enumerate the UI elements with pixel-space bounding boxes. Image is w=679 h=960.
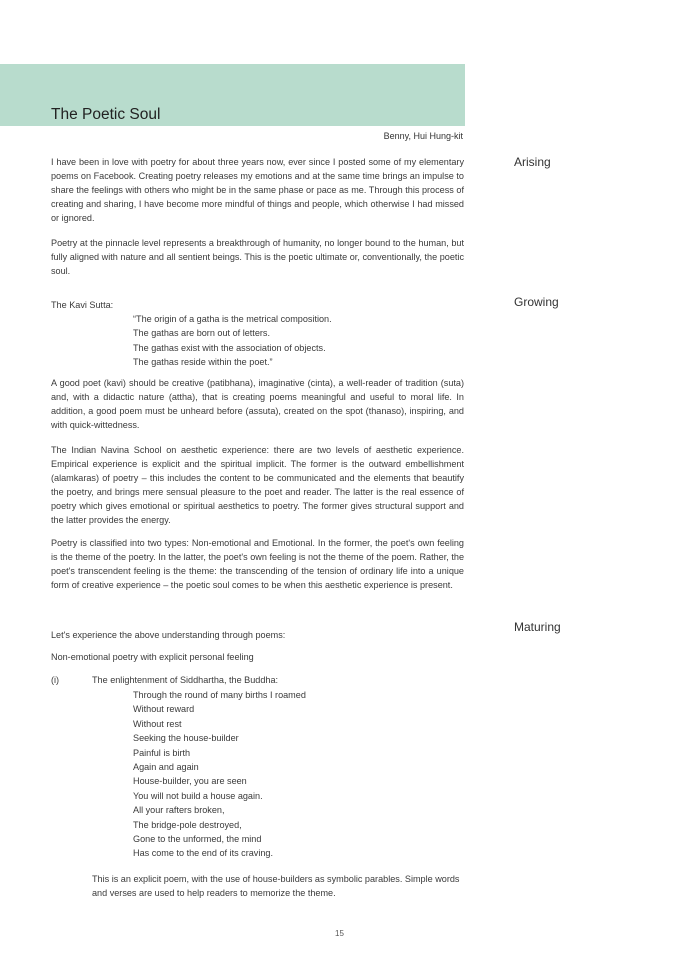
verse-line: The gathas reside within the poet.” [133, 357, 273, 368]
list-item-marker: (i) [51, 675, 60, 685]
page-number: 15 [335, 929, 344, 938]
paragraph-pinnacle: Poetry at the pinnacle level represents a breakthrough of humanity, no longer bound to the human, but fully aligned with nature and all sentient beings. This is the poetic ultimate or, conventionally, the poetic soul. [51, 238, 464, 277]
verse-line: You will not build a house again. [133, 790, 263, 801]
paragraph-lets-experience: Let's experience the above understanding through poems: [51, 630, 286, 640]
paragraph-classification: Poetry is classified into two types: Non-emotional and Emotional. In the former, the poet's own feeling is the theme of the poetry. In the latter, the poet's own feeling is not the theme of the poem. Rather, the poet's transcendent feeling is the theme: the transcending of the tension of ordinary life into a unique form of creative experience – the poetic soul comes to be when this aesthetic experience is present. [51, 538, 464, 591]
verse-line: Through the round of many births I roamed [133, 690, 306, 700]
verse-line: The gathas exist with the association of objects. [133, 342, 326, 353]
page-title: The Poetic Soul [51, 106, 161, 123]
paragraph-closing: This is an explicit poem, with the use of house-builders as symbolic parables. Simple words and verses are used to help readers to memorize the theme. [92, 874, 460, 899]
verse-line: Painful is birth [133, 747, 191, 758]
list-item-heading: The enlightenment of Siddhartha, the Buddha: [92, 675, 279, 685]
verse-line: Again and again [133, 762, 199, 773]
paragraph-non-emotional: Non-emotional poetry with explicit personal feeling [51, 652, 254, 662]
side-label-maturing: Maturing [514, 620, 561, 634]
author-byline: Benny, Hui Hung-kit [383, 131, 463, 141]
buddha-verse [133, 688, 306, 861]
verse-line: All your rafters broken, [133, 805, 225, 816]
verse-line: House-builder, you are seen [133, 776, 247, 787]
paragraph-good-poet: A good poet (kavi) should be creative (patibhana), imaginative (cinta), a well-reader of tradition (suta) and, with a didactic nature (attha), that is creating poems meaningful and useful to moral life. In addition, a good poem must be unheard before (assuta), created on the spot (thanaso), inspiring, and with quick-wittedness. [51, 378, 464, 431]
verse-line: The gathas are born out of letters. [133, 328, 270, 339]
verse-line: Without rest [133, 718, 182, 729]
verse-line: Has come to the end of its craving. [133, 848, 274, 859]
paragraph-intro: I have been in love with poetry for about three years now, ever since I posted some of my elementary poems on Facebook. Creating poetry releases my emotions and at the same time brings an impulse to share the feelings with others who might be in the same phase or pace as me. Through this process of creating and sharing, I have become more mindful of things and people, which otherwise I had missed or ignored. [51, 157, 464, 224]
verse-line: Seeking the house-builder [133, 733, 239, 744]
verse-line: The bridge-pole destroyed, [133, 819, 242, 830]
side-label-growing: Growing [514, 295, 559, 309]
verse-line: Without reward [133, 704, 195, 715]
verse-line: “The origin of a gatha is the metrical composition. [133, 314, 332, 324]
side-label-arising: Arising [514, 155, 551, 169]
kavi-sutta-heading: The Kavi Sutta: [51, 300, 114, 310]
paragraph-navina-school: The Indian Navina School on aesthetic experience: there are two levels of aesthetic experience. Empirical experience is explicit and the spiritual implicit. The former is the outward embellishment (alamkaras) of poetry – this includes the content to be communicated and the elements that beautify the poetry, and brings mere sensual pleasure to the poet and reader. The latter is the real essence of poetry which gives emotional or spiritual aesthetics to poetry. The former gives structural support and the latter provides the energy. [51, 445, 464, 526]
kavi-sutta-verse [133, 312, 332, 370]
verse-line: Gone to the unformed, the mind [133, 834, 262, 845]
